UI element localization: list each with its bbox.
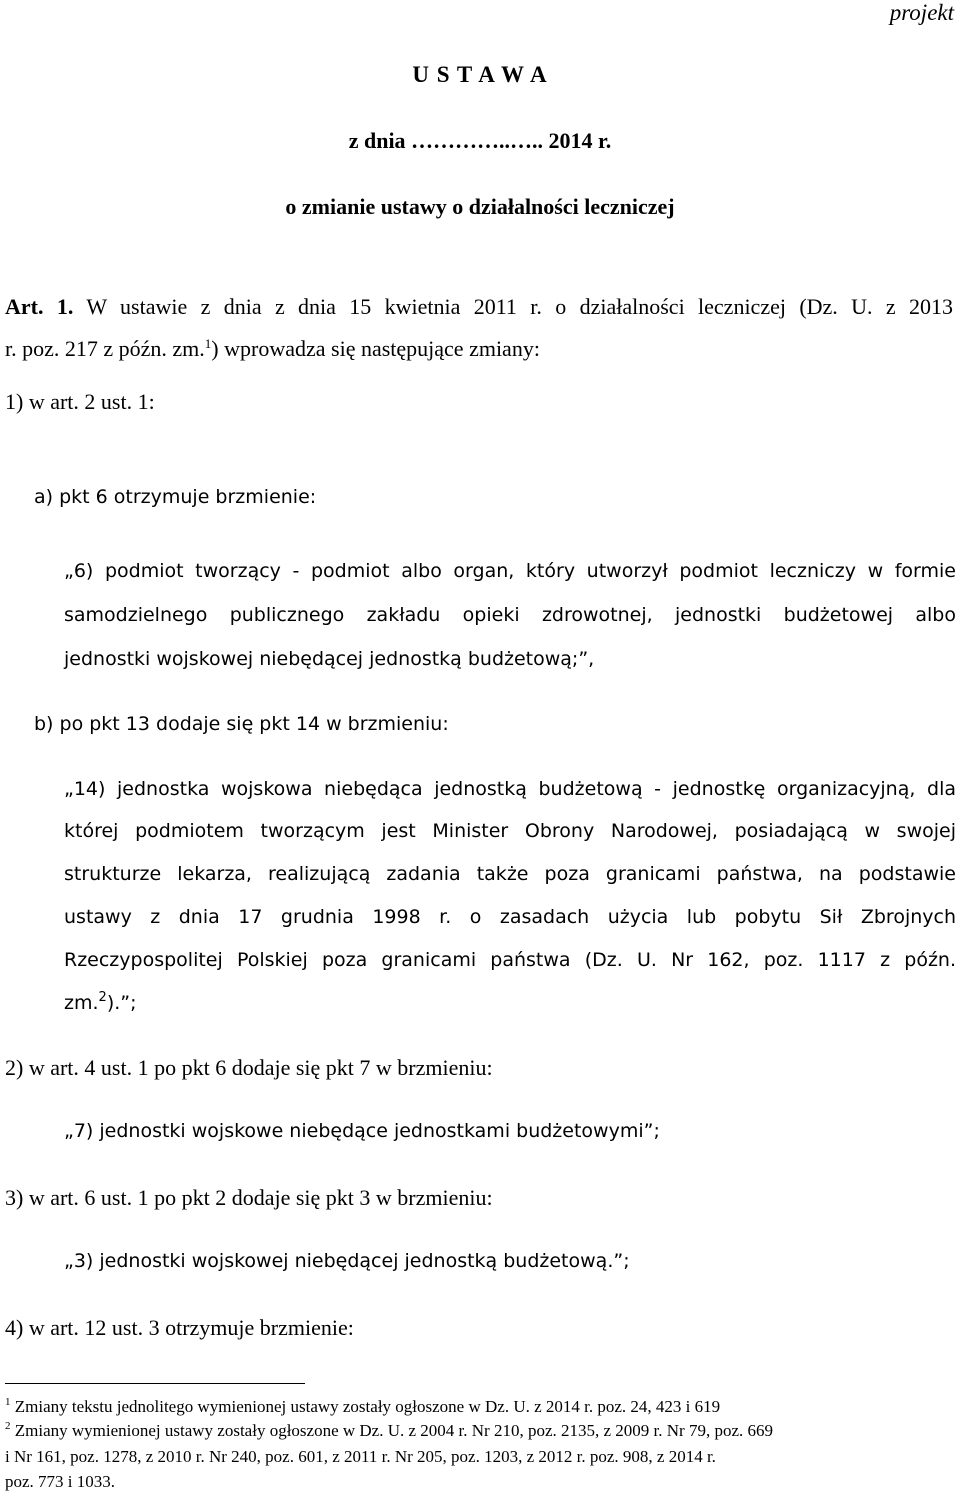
footnote-2-ref: 2 (5, 1420, 11, 1432)
point-1b-text-line: której podmiotem tworzącym jest Minister Obrony Narodowej, posiadającą w swojej (64, 820, 956, 842)
point-1b-text-last-a: zm. (64, 992, 99, 1014)
document-date: z dnia …………..….. 2014 r. (348, 128, 612, 153)
point-1b-heading: b) po pkt 13 dodaje się pkt 14 w brzmieniu: (34, 713, 449, 735)
point-1b-text-line: ustawy z dnia 17 grudnia 1998 r. o zasadach użycia lub pobytu Sił Zbrojnych (64, 906, 956, 928)
footnote-2 (5, 1421, 773, 1441)
point-3-text: „3) jednostki wojskowej niebędącej jednostką budżetową.”; (64, 1250, 630, 1272)
footnote-1-ref: 1 (5, 1396, 11, 1408)
footnote-1-text: Zmiany tekstu jednolitego wymienionej ustawy zostały ogłoszone w Dz. U. z 2014 r. poz. 24, 423 i 619 (14, 1397, 721, 1416)
point-1a-text-line: „6) podmiot tworzący - podmiot albo organ, który utworzył podmiot leczniczy w formie (64, 560, 956, 582)
point-1a-heading: a) pkt 6 otrzymuje brzmienie: (34, 486, 317, 508)
footnote-ref-1[interactable]: 1 (204, 336, 212, 351)
point-2-heading: 2) w art. 4 ust. 1 po pkt 6 dodaje się pkt 7 w brzmieniu: (5, 1055, 493, 1080)
point-1-heading: 1) w art. 2 ust. 1: (5, 389, 155, 414)
point-3-heading: 3) w art. 6 ust. 1 po pkt 2 dodaje się pkt 3 w brzmieniu: (5, 1185, 493, 1210)
article-1-intro-text-2b: ) wprowadza się następujące zmiany: (211, 336, 540, 361)
footnote-2-text-line: Zmiany wymienionej ustawy zostały ogłoszone w Dz. U. z 2004 r. Nr 210, poz. 2135, z 2009 r. Nr 79, poz. 669 (14, 1421, 774, 1440)
point-4-heading: 4) w art. 12 ust. 3 otrzymuje brzmienie: (5, 1315, 354, 1340)
document-subject: o zmianie ustawy o działalności leczniczej (285, 194, 675, 219)
document-title: U S T A W A (412, 62, 548, 87)
footnote-separator (5, 1383, 305, 1384)
article-1-intro-line (5, 294, 953, 320)
footnote-2-text-line: poz. 773 i 1033. (5, 1472, 116, 1491)
point-1a-text-line: samodzielnego publicznego zakładu opieki zdrowotnej, jednostki budżetowej albo (64, 604, 956, 626)
article-1-intro-text: W ustawie z dnia z dnia 15 kwietnia 2011 r. o działalności leczniczej (Dz. U. z 2013 (86, 294, 954, 319)
point-1b-text-line: „14) jednostka wojskowa niebędąca jednostką budżetową - jednostkę organizacyjną, dla (64, 778, 956, 800)
point-1b-text-line: Rzeczypospolitej Polskiej poza granicami państwa (Dz. U. Nr 162, poz. 1117 z późn. (64, 949, 956, 971)
point-1b-text-line: strukturze lekarza, realizującą zadania także poza granicami państwa, na podstawie (64, 863, 956, 885)
draft-status-label: projekt (889, 0, 954, 25)
point-1a-text-line: jednostki wojskowej niebędącej jednostką budżetową;”, (64, 648, 595, 670)
point-1b-text-last (64, 992, 137, 1014)
footnote-ref-2[interactable]: 2 (98, 990, 107, 1005)
article-1-label: Art. 1. (5, 294, 74, 319)
article-1-intro-line-2 (5, 336, 540, 362)
point-2-text: „7) jednostki wojskowe niebędące jednostkami budżetowymi”; (64, 1120, 660, 1142)
footnote-1 (5, 1397, 720, 1417)
point-1b-text-last-b: ).”; (106, 992, 137, 1014)
article-1-intro-text-2a: r. poz. 217 z późn. zm. (5, 336, 205, 361)
footnote-2-text-line: i Nr 161, poz. 1278, z 2010 r. Nr 240, poz. 601, z 2011 r. Nr 205, poz. 1203, z 2012 r. poz. 908, z 2014 r. (5, 1447, 716, 1466)
